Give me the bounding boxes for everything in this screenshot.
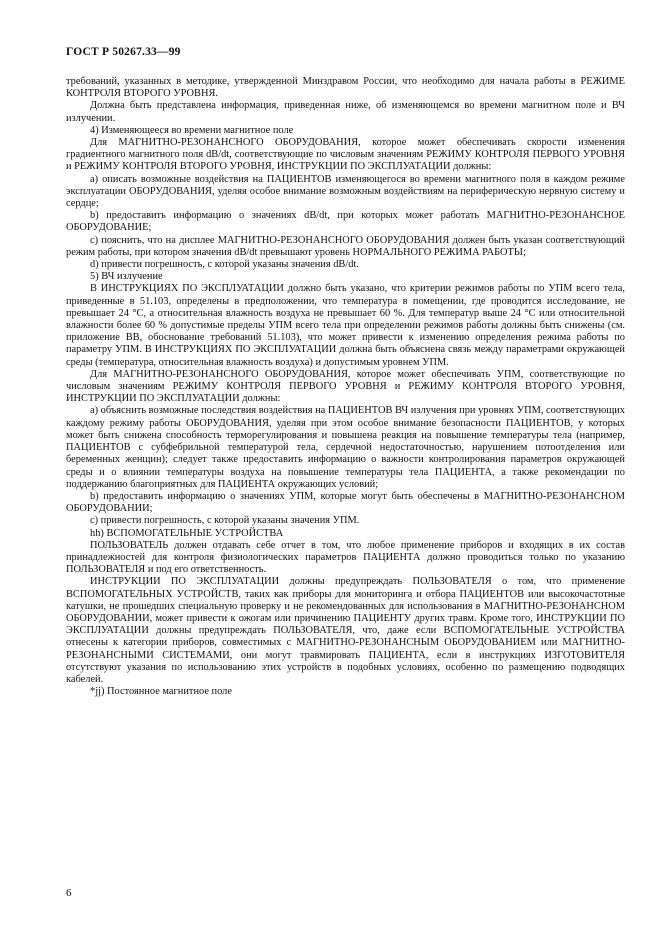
- paragraph: ИНСТРУКЦИИ ПО ЭКСПЛУАТАЦИИ должны предупреждать ПОЛЬЗОВАТЕЛЯ о том, что применение ВСПОМОГАТЕЛЬНЫХ УСТРОЙСТВ, таких как приборы для мониторинга и отбора ПАЦИЕНТОВ или высокочастотные катушки, не прошедших специальную проверку и не рекомендованных для использования в МАГНИТНО-РЕЗОНАНСНОМ ОБОРУДОВАНИИ, может привести к ожогам или причинению ПАЦИЕНТУ других травм. Кроме того, ИНСТРУКЦИИ ПО ЭКСПЛУАТАЦИИ должны предупреждать ПОЛЬЗОВАТЕЛЯ, что, даже если ВСПОМОГАТЕЛЬНЫЕ УСТРОЙСТВА отнесены к категории приборов, совместимых с МАГНИТНО-РЕЗОНАНСНЫМ ОБОРУДОВАНИЕМ или МАГНИТНО-РЕЗОНАНСНЫМИ СИСТЕМАМИ, они могут травмировать ПАЦИЕНТА, если в инструкциях ИЗГОТОВИТЕЛЯ отсутствуют указания по использованию этих устройств в подобных условиях, особенно по размещению подводящих кабелей.: [66, 576, 625, 685]
- list-item: a) описать возможные воздействия на ПАЦИЕНТОВ изменяющегося во времени магнитного поля в каждом режиме эксплуатации ОБОРУДОВАНИЯ, уделяя особое внимание возможным воздействиям на периферическую нервную систему и сердце;: [66, 173, 625, 210]
- list-item: a) объяснить возможные последствия воздействия на ПАЦИЕНТОВ ВЧ излучения при уровнях УПМ, соответствующих каждому режиму работы ОБОРУДОВАНИЯ, уделяя при этом особое внимание безопасности ПАЦИЕНТОВ, у которых может быть снижена способность терморегулирования и повышена реакция на повышение температуры тела (например, ПАЦИЕНТОВ с субфебрильной температурой тела, сердечной недостаточностью, нарушением потоотделения или беременных женщин); следует также предоставить информацию о важности контролирования параметров окружающей среды и о влиянии температуры воздуха на повышение температуры тела ПАЦИЕНТА, а также рекомендации по поддержанию благоприятных для ПАЦИЕНТА окружающих условий;: [66, 405, 625, 490]
- list-item: d) привести погрешность, с которой указаны значения dB/dt.: [90, 259, 359, 271]
- paragraph: В ИНСТРУКЦИЯХ ПО ЭКСПЛУАТАЦИИ должно быть указано, что критерии режимов работы по УПМ всего тела, приведенные в 51.103, определены в предположении, что температура в помещении, где проводится исследование, не превышает 24 °С, а относительная влажность воздуха не превышает 60 %. Для температур выше 24 °С или относительной влажности более 60 % допустимые пределы УПМ всего тела при определении режимов работы должны быть снижены (см. приложение ВВ, обоснование требований 51.103), что может привести к изменению определения режима работы по параметру УПМ. В ИНСТРУКЦИЯХ ПО ЭКСПЛУАТАЦИИ должна быть объяснена связь между параметрами окружающей среды (температура, относительная влажность воздуха) и допустимым уровнем УПМ.: [66, 283, 625, 368]
- paragraph: ПОЛЬЗОВАТЕЛЬ должен отдавать себе отчет в том, что любое применение приборов и входящих в их состав принадлежностей для контроля физиологических параметров ПАЦИЕНТА должно проводиться только по указанию ПОЛЬЗОВАТЕЛЯ и под его ответственность.: [66, 539, 625, 576]
- paragraph: требований, указанных в методике, утвержденной Минздравом России, что необходимо для начала работы в РЕЖИМЕ КОНТРОЛЯ ВТОРОГО УРОВНЯ.: [66, 76, 625, 100]
- section-heading: 4) Изменяющееся во времени магнитное поле: [90, 124, 294, 136]
- section-heading: 5) ВЧ излучение: [90, 271, 163, 283]
- section-heading: *jj) Постоянное магнитное поле: [90, 686, 232, 698]
- document-body: [66, 76, 625, 698]
- list-item: b) предоставить информацию о значениях УПМ, которые могут быть обеспечены в МАГНИТНО-РЕЗОНАНСНОМ ОБОРУДОВАНИИ;: [66, 490, 625, 515]
- paragraph: Для МАГНИТНО-РЕЗОНАНСНОГО ОБОРУДОВАНИЯ, которое может обеспечивать УПМ, соответствующие по числовым значениям РЕЖИМУ КОНТРОЛЯ ПЕРВОГО УРОВНЯ и РЕЖИМУ КОНТРОЛЯ ВТОРОГО УРОВНЯ, ИНСТРУКЦИИ ПО ЭКСПЛУАТАЦИИ должны:: [66, 368, 625, 405]
- page-number: 6: [66, 887, 72, 899]
- section-heading: hh) ВСПОМОГАТЕЛЬНЫЕ УСТРОЙСТВА: [90, 527, 284, 539]
- paragraph: Для МАГНИТНО-РЕЗОНАНСНОГО ОБОРУДОВАНИЯ, которое может обеспечивать скорости изменения градиентного магнитного поля dB/dt, соответствующие по числовым значениям РЕЖИМУ КОНТРОЛЯ ПЕРВОГО УРОВНЯ и РЕЖИМУ КОНТРОЛЯ ВТОРОГО УРОВНЯ, ИНСТРУКЦИИ ПО ЭКСПЛУАТАЦИИ должны:: [66, 137, 625, 173]
- document-header: ГОСТ Р 50267.33—99: [66, 46, 181, 58]
- list-item: c) пояснить, что на дисплее МАГНИТНО-РЕЗОНАНСНОГО ОБОРУДОВАНИЯ должен быть указан соответствующий режим работы, при котором значения dB/dt превышают уровень НОРМАЛЬНОГО РЕЖИМА РАБОТЫ;: [66, 234, 625, 258]
- list-item: c) привести погрешность, с которой указаны значения УПМ.: [90, 515, 360, 527]
- paragraph: Должна быть представлена информация, приведенная ниже, об изменяющемся во времени магнитном поле и ВЧ излучении.: [66, 100, 625, 124]
- list-item: b) предоставить информацию о значениях dB/dt, при которых может работать МАГНИТНО-РЕЗОНАНСНОЕ ОБОРУДОВАНИЕ;: [66, 210, 625, 234]
